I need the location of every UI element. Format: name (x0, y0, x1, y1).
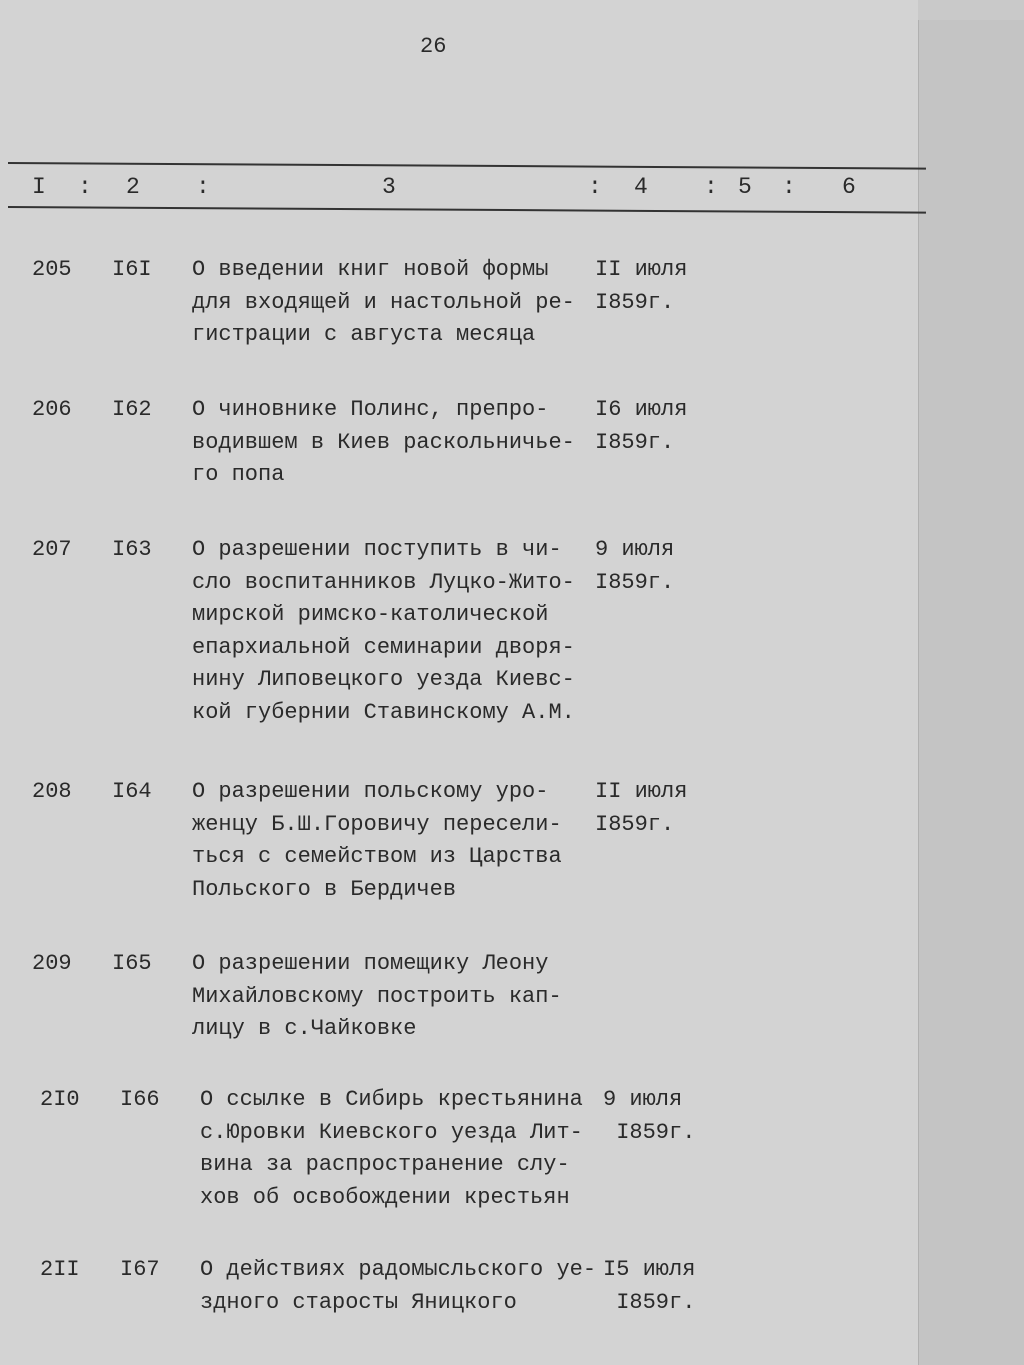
header-sep: : (782, 174, 796, 200)
description-line: сло воспитанников Луцко-Жито- (192, 569, 575, 595)
description-line: ться с семейством из Царства (192, 844, 562, 869)
entry-date (595, 254, 687, 319)
description-line: О действиях радомысльского уе- (200, 1257, 597, 1282)
document-number: I66 (120, 1087, 160, 1112)
description-line: О разрешении помещику Леону (192, 951, 549, 976)
description-line: вина за распространение слу- (200, 1152, 570, 1177)
entry-number: 205 (32, 257, 72, 282)
entry-description (192, 948, 562, 1046)
date-line: I6 июля (595, 397, 688, 422)
header-sep: : (704, 174, 718, 200)
date-line: I859г. (595, 429, 675, 455)
header-col3: 3 (382, 174, 396, 200)
entry-number: 208 (32, 779, 72, 804)
description-line: водившем в Киев раскольничье- (192, 429, 575, 455)
date-line: I859г. (603, 1119, 696, 1145)
date-line: I859г. (595, 289, 675, 315)
entry-number: 2I0 (40, 1087, 80, 1112)
entry-description (192, 534, 575, 729)
entry-description (192, 394, 575, 492)
description-line: мирской римско-католической (192, 602, 549, 627)
header-col4: 4 (634, 174, 648, 200)
description-line: с.Юровки Киевского уезда Лит- (200, 1119, 583, 1145)
description-line: О разрешении польскому уро- (192, 779, 549, 804)
description-line: О ссылке в Сибирь крестьянина (200, 1087, 583, 1112)
description-line: О чиновнике Полинс, препро- (192, 397, 549, 422)
entry-number: 2II (40, 1257, 80, 1282)
entry-description (192, 776, 562, 906)
entry-date (603, 1084, 695, 1149)
description-line: для входящей и настольной ре- (192, 289, 575, 315)
description-line: О введении книг новой формы (192, 257, 549, 282)
description-line: лицу в с.Чайковке (192, 1016, 417, 1041)
header-sep: : (78, 174, 92, 200)
entry-date (595, 776, 687, 841)
header-col1: I (32, 174, 46, 200)
document-number: I64 (112, 779, 152, 804)
description-line: здного старосты Яницкого (200, 1289, 517, 1315)
document-number: I63 (112, 537, 152, 562)
description-line: нину Липовецкого уезда Киевс- (192, 667, 575, 692)
description-line: Михайловскому построить кап- (192, 983, 562, 1009)
header-col6: 6 (842, 174, 856, 200)
entry-number: 209 (32, 951, 72, 976)
description-line: кой губернии Ставинскому А.М. (192, 699, 575, 725)
description-line: Польского в Бердичев (192, 876, 457, 902)
document-number: I67 (120, 1257, 160, 1282)
entry-number: 207 (32, 537, 72, 562)
document-number: I6I (112, 257, 152, 282)
header-sep: : (588, 174, 602, 200)
date-line: I859г. (603, 1289, 696, 1315)
date-line: II июля (595, 257, 688, 282)
entry-date (595, 534, 674, 599)
entry-date (595, 394, 687, 459)
date-line: II июля (595, 779, 688, 804)
document-number: I65 (112, 951, 152, 976)
description-line: го попа (192, 462, 285, 487)
document-number: I62 (112, 397, 152, 422)
underlying-sheet-edge (918, 20, 1024, 1365)
description-line: епархиальной семинарии дворя- (192, 634, 575, 660)
date-line: 9 июля (603, 1087, 683, 1112)
date-line: I859г. (595, 569, 675, 595)
entry-description (200, 1084, 583, 1214)
page-number: 26 (420, 34, 447, 59)
entry-description (192, 254, 575, 352)
entry-description (200, 1254, 596, 1319)
date-line: 9 июля (595, 537, 675, 562)
description-line: хов об освобождении крестьян (200, 1184, 570, 1210)
description-line: гистрации с августа месяца (192, 322, 536, 347)
date-line: I5 июля (603, 1257, 696, 1282)
header-sep: : (196, 174, 210, 200)
header-col5: 5 (738, 174, 752, 200)
date-line: I859г. (595, 811, 675, 837)
header-col2: 2 (126, 174, 140, 200)
description-line: женцу Б.Ш.Горовичу пересели- (192, 811, 562, 837)
entry-number: 206 (32, 397, 72, 422)
entry-date (603, 1254, 695, 1319)
description-line: О разрешении поступить в чи- (192, 537, 562, 562)
